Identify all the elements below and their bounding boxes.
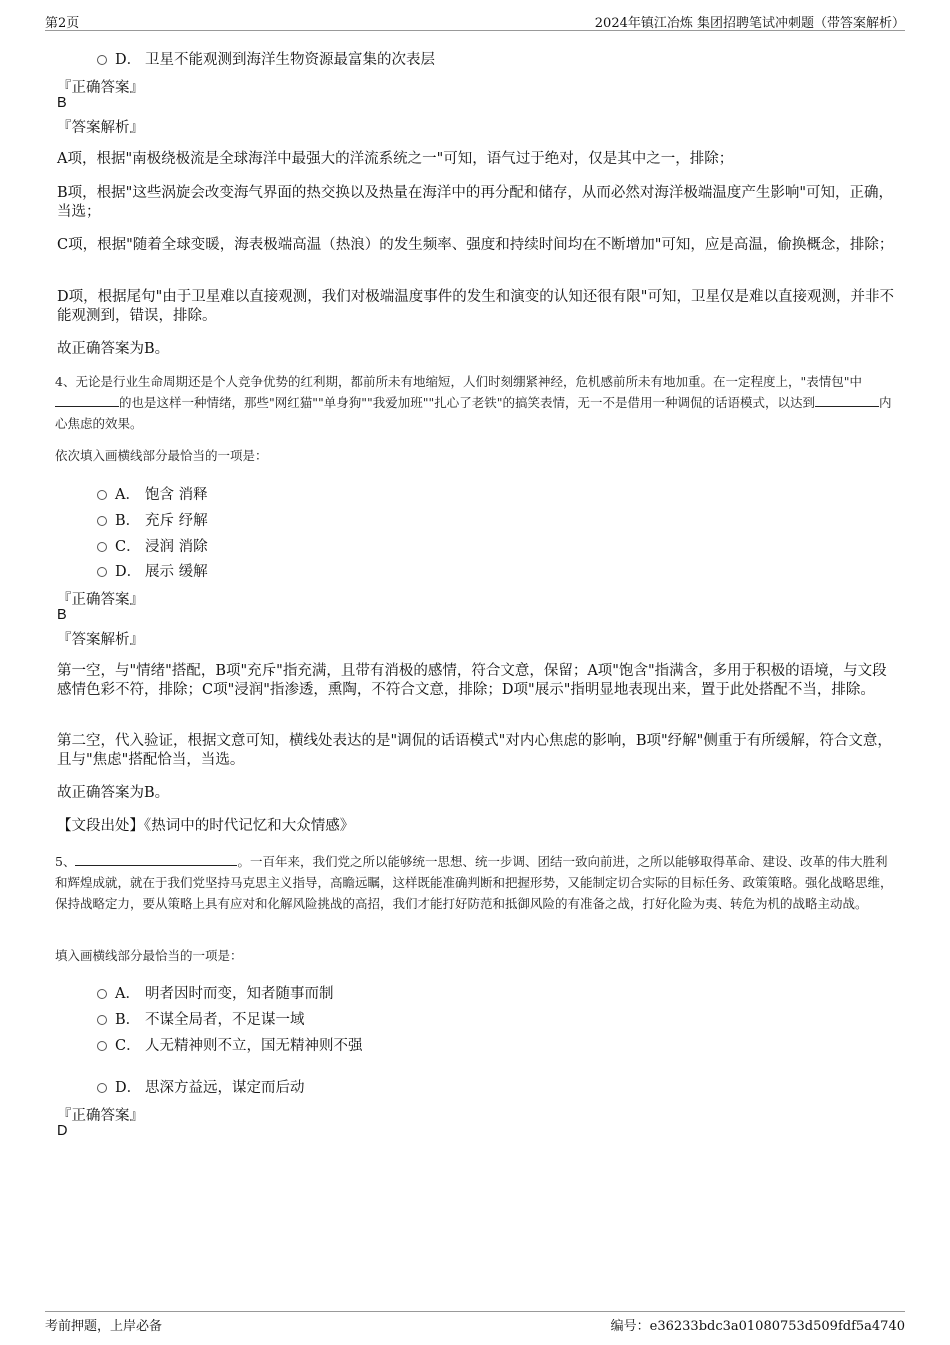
q4-option-a[interactable]: A． 饱含 消释: [97, 483, 208, 504]
q3-analysis-label: 『答案解析』: [57, 120, 144, 136]
radio-icon[interactable]: [97, 1015, 107, 1025]
q4-answer: B: [57, 607, 67, 623]
q4-option-c[interactable]: C． 浸润 消除: [97, 535, 208, 556]
blank-line: [75, 854, 237, 866]
radio-icon[interactable]: [97, 567, 107, 577]
radio-icon[interactable]: [97, 516, 107, 526]
radio-icon[interactable]: [97, 989, 107, 999]
q4-analysis-first: 第一空，与"情绪"搭配，B项"充斥"指充满，且带有消极的感情，符合文意，保留；A项"饱含"指满含，多用于积极的语境，与文段感情色彩不符，排除；C项"浸润"指渗透，熏陶，不符合文意，排除；D项"展示"指明显地表现出来，置于此处搭配不当，排除。: [57, 663, 887, 698]
radio-icon[interactable]: [97, 55, 107, 65]
q5-prompt: 填入画横线部分最恰当的一项是：: [55, 948, 243, 963]
q3-conclusion: 故正确答案为B。: [57, 341, 170, 357]
radio-icon[interactable]: [97, 1041, 107, 1051]
q4-option-d[interactable]: D． 展示 缓解: [97, 560, 208, 581]
q4-conclusion: 故正确答案为B。: [57, 785, 170, 801]
q5-option-c[interactable]: C． 人无精神则不立，国无精神则不强: [97, 1034, 363, 1055]
q3-analysis-b: B项，根据"这些涡旋会改变海气界面的热交换以及热量在海洋中的再分配和储存，从而必然对海洋极端温度产生影响"可知，正确，当选；: [57, 185, 893, 220]
q5-option-d[interactable]: D． 思深方益远，谋定而后动: [97, 1076, 305, 1097]
document-id: 编号：e36233bdc3a01080753d509fdf5a4740: [610, 1319, 905, 1334]
q5-option-b[interactable]: B． 不谋全局者，不足谋一域: [97, 1008, 305, 1029]
q4-answer-label: 『正确答案』: [57, 592, 144, 608]
page-number: 第2页: [45, 16, 80, 31]
q4-option-b[interactable]: B． 充斥 纾解: [97, 509, 208, 530]
q5-answer: D: [57, 1123, 68, 1139]
q3-analysis-d: D项，根据尾句"由于卫星难以直接观测，我们对极端温度事件的发生和演变的认知还很有限"可知，卫星仅是难以直接观测，并非不能观测到，错误，排除。: [57, 289, 894, 324]
q4-analysis-second: 第二空，代入验证，根据文意可知，横线处表达的是"调侃的话语模式"对内心焦虑的影响，B项"纾解"侧重于有所缓解，符合文意，且与"焦虑"搭配恰当，当选。: [57, 733, 892, 768]
q5-question-text: 5、 。一百年来，我们党之所以能够统一思想、统一步调、团结一致向前进，之所以能够取得革命、建设、改革的伟大胜利和辉煌成就，就在于我们党坚持马克思主义指导，高瞻远瞩，这样既能准确判断和把握形势，又能制定切合实际的目标任务、政策策略。强化战略思维，保持战略定力，要从策略上具有应对和化解风险挑战的高招，我们才能打好防范和抵御风险的有准备之战，打好化险为夷、转危为机的战略主动战。: [55, 854, 893, 911]
q5-answer-label: 『正确答案』: [57, 1108, 144, 1124]
page-footer: [45, 1311, 905, 1334]
footer-slogan: 考前押题，上岸必备: [45, 1319, 163, 1334]
document-title: 2024年镇江冶炼 集团招聘笔试冲刺题（带答案解析）: [594, 16, 905, 31]
blank-line: [55, 395, 119, 407]
q4-prompt: 依次填入画横线部分最恰当的一项是：: [55, 448, 268, 463]
q3-analysis-c: C项，根据"随着全球变暖，海表极端高温（热浪）的发生频率、强度和持续时间均在不断增加"可知，应是高温，偷换概念，排除；: [57, 237, 894, 253]
radio-icon[interactable]: [97, 542, 107, 552]
q5-option-a[interactable]: A． 明者因时而变，知者随事而制: [97, 982, 334, 1003]
radio-icon[interactable]: [97, 1083, 107, 1093]
radio-icon[interactable]: [97, 490, 107, 500]
blank-line: [815, 395, 879, 407]
page-header: [45, 12, 905, 31]
q3-answer: B: [57, 95, 67, 111]
q4-analysis-label: 『答案解析』: [57, 632, 144, 648]
q4-source: 【文段出处】《热词中的时代记忆和大众情感》: [57, 818, 355, 834]
q4-question-text: 4、无论是行业生命周期还是个人竞争优势的红利期，都前所未有地缩短，人们时刻绷紧神经，危机感前所未有地加重。在一定程度上，"表情包"中的也是这样一种情绪，那些"网红猫""单身狗""我爱加班""扎心了老铁"的搞笑表情，无一不是借用一种调侃的话语模式，以达到 内心焦虑的效果。: [55, 374, 892, 431]
q3-answer-label: 『正确答案』: [57, 80, 144, 96]
q3-option-d[interactable]: D． 卫星不能观测到海洋生物资源最富集的次表层: [97, 48, 435, 69]
q3-analysis-a: A项，根据"南极绕极流是全球海洋中最强大的洋流系统之一"可知，语气过于绝对，仅是其中之一，排除；: [57, 151, 734, 167]
